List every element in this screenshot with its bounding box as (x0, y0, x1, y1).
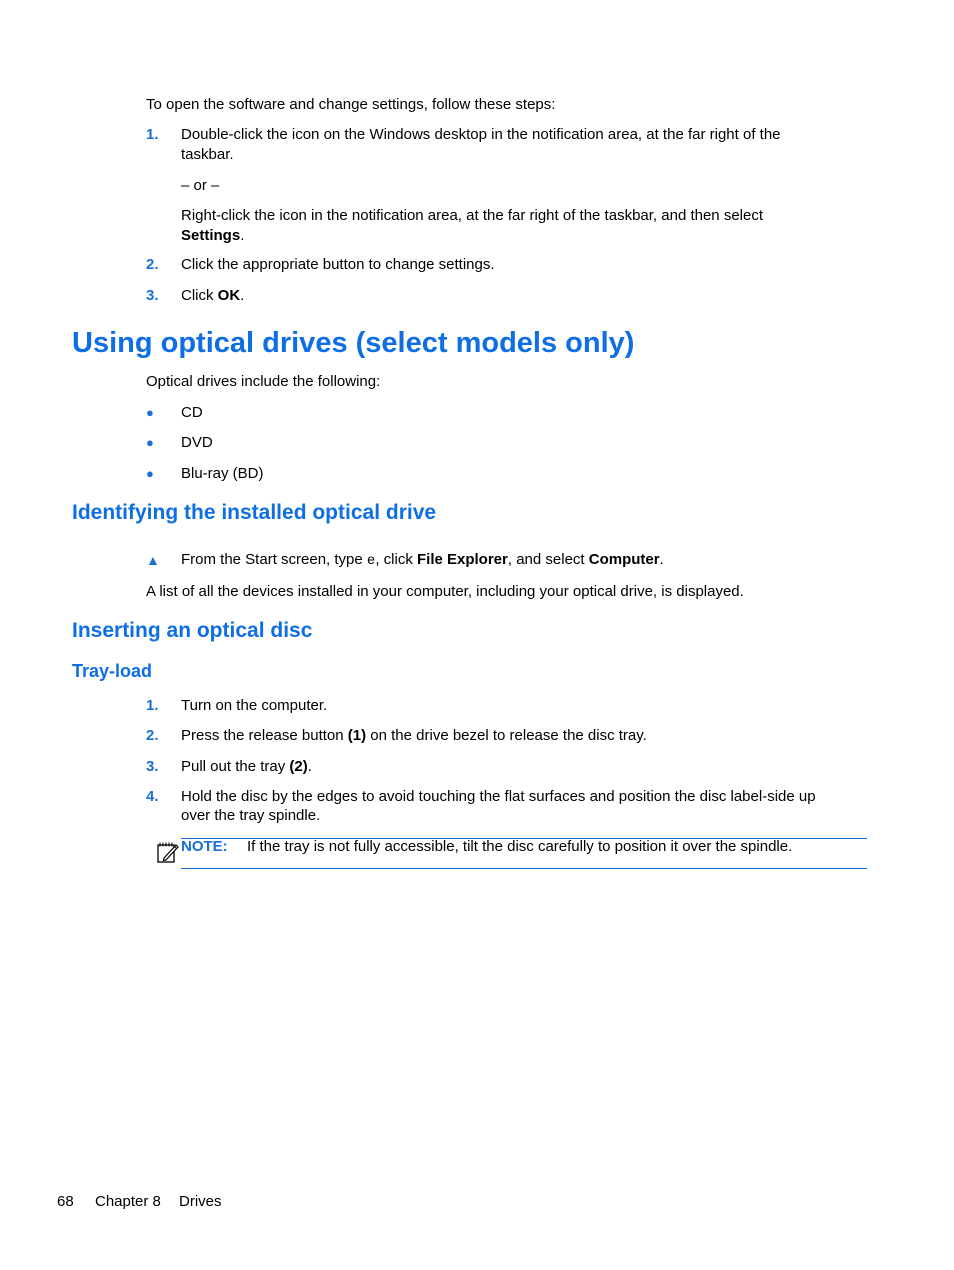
text-segment: From the Start screen, type (181, 551, 367, 568)
period: . (240, 287, 245, 304)
bullet-icon: ● (146, 405, 154, 420)
file-explorer-bold: File Explorer (416, 551, 508, 568)
step-number: 1. (146, 126, 159, 143)
step-text-continued: taskbar. (181, 146, 234, 163)
callout-bold: (2) (289, 758, 308, 775)
list-item: CD (181, 404, 203, 421)
step-number: 3. (146, 758, 159, 775)
bullet-icon: ● (146, 466, 154, 481)
page-number: 68 (57, 1193, 74, 1210)
subsection-title: Identifying the installed optical drive (72, 501, 437, 524)
section-title: Using optical drives (select models only) (72, 327, 635, 359)
step-number: 3. (146, 287, 159, 304)
intro-text: To open the software and change settings, follow these steps: (146, 96, 556, 113)
step-text (181, 286, 244, 306)
identify-step-text (181, 550, 664, 571)
step-number: 2. (146, 727, 159, 744)
note-label (181, 837, 228, 857)
code-text: e (366, 553, 376, 569)
step-text-continued: over the tray spindle. (181, 807, 321, 824)
settings-bold: Settings (181, 227, 241, 244)
ok-bold: OK (217, 287, 241, 304)
triangle-icon: ▲ (146, 552, 160, 568)
step-text: Double-click the icon on the Windows desktop in the notification area, at the far right of the (181, 126, 781, 143)
step-text: Turn on the computer. (181, 697, 328, 714)
text-segment: , and select (507, 551, 589, 568)
text-segment: Pull out the tray (181, 758, 290, 775)
step-number: 4. (146, 788, 159, 805)
subsection-title: Inserting an optical disc (72, 619, 313, 642)
bullet-icon: ● (146, 435, 154, 450)
subsubsection-title: Tray-load (72, 661, 153, 681)
list-item: DVD (181, 434, 213, 451)
period: . (240, 227, 245, 244)
step-text (181, 757, 312, 777)
or-separator: – or – (181, 177, 220, 194)
identify-result: A list of all the devices installed in your computer, including your optical drive, is displayed. (146, 583, 744, 600)
period: . (659, 551, 664, 568)
text-segment: Press the release button (181, 727, 348, 744)
chapter-title: Drives (179, 1193, 222, 1210)
note-label-text: NOTE: (181, 838, 228, 855)
callout-bold: (1) (347, 727, 367, 744)
alternative-text: Right-click the icon in the notification area, at the far right of the taskbar, and then select (181, 207, 763, 224)
text-segment: on the drive bezel to release the disc tray. (366, 727, 647, 744)
optical-intro: Optical drives include the following: (146, 373, 381, 390)
text-segment: . (307, 758, 312, 775)
list-item: Blu-ray (BD) (181, 465, 264, 482)
note-text: If the tray is not fully accessible, tilt the disc carefully to position it over the spindle. (247, 838, 793, 855)
step-text (181, 726, 647, 746)
chapter-label: Chapter 8 (95, 1193, 161, 1210)
step-text: Click the appropriate button to change settings. (181, 256, 495, 273)
step-text-pre: Click (181, 287, 218, 304)
computer-bold: Computer (588, 551, 660, 568)
note-pencil-icon (156, 840, 180, 864)
note-bottom-rule (181, 868, 867, 869)
step-number: 1. (146, 697, 159, 714)
alternative-text-continued (181, 226, 244, 246)
step-number: 2. (146, 256, 159, 273)
text-segment: , click (375, 551, 417, 568)
step-text: Hold the disc by the edges to avoid touching the flat surfaces and position the disc label-side up (181, 788, 816, 805)
